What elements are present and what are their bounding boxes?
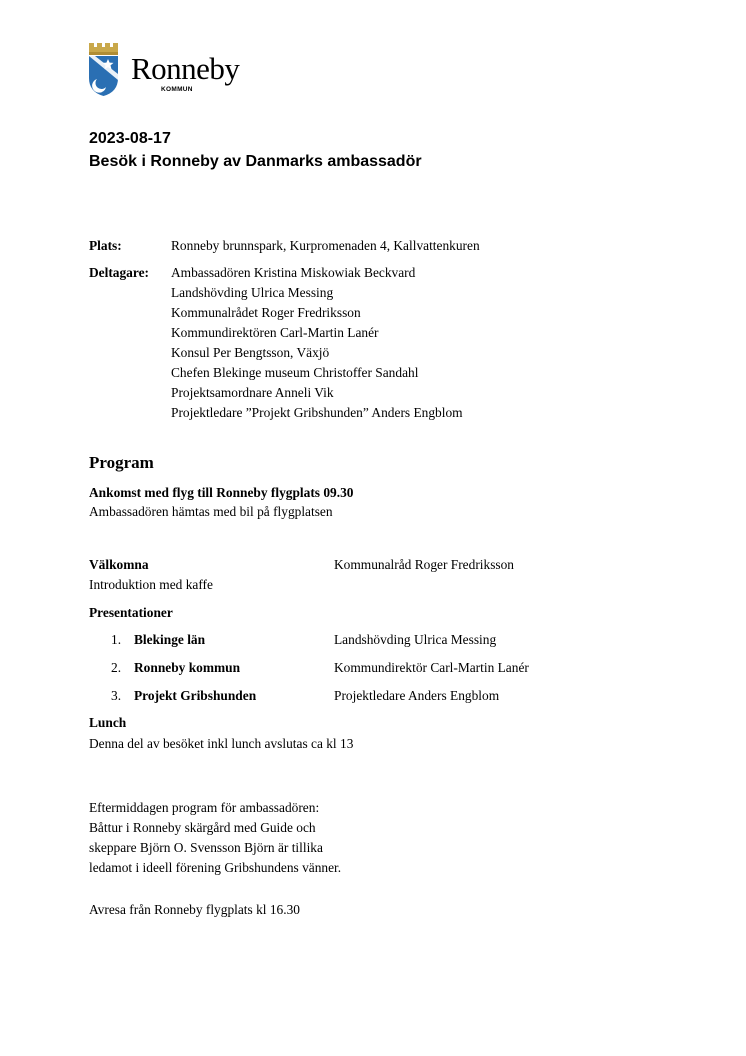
presentation-speaker: Landshövding Ulrica Messing	[334, 632, 497, 647]
participant-item: Landshövding Ulrica Messing	[171, 285, 334, 300]
participant-item: Kommunalrådet Roger Fredriksson	[171, 305, 361, 320]
document-date: 2023-08-17	[89, 130, 171, 147]
afternoon-line: Båttur i Ronneby skärgård med Guide och	[89, 820, 316, 835]
participant-item: Projektledare ”Projekt Gribshunden” Anders Engblom	[171, 405, 463, 420]
ronneby-logo	[88, 43, 248, 99]
participant-item: Chefen Blekinge museum Christoffer Sandahl	[171, 365, 419, 380]
participant-item: Projektsamordnare Anneli Vik	[171, 385, 334, 400]
afternoon-line: Eftermiddagen program för ambassadören:	[89, 800, 320, 815]
presentation-number: 1.	[111, 632, 122, 647]
afternoon-line: ledamot i ideell förening Gribshundens vänner.	[89, 860, 342, 875]
logo-wordmark: Ronneby	[131, 51, 240, 86]
welcome-speaker: Kommunalråd Roger Fredriksson	[334, 557, 515, 572]
presentation-title: Ronneby kommun	[134, 660, 241, 675]
lunch-text: Denna del av besöket inkl lunch avslutas ca kl 13	[89, 736, 354, 751]
arrival-title: Ankomst med flyg till Ronneby flygplats 09.30	[89, 485, 354, 500]
presentation-title: Projekt Gribshunden	[134, 688, 257, 703]
logo-subtitle: KOMMUN	[161, 86, 193, 93]
coat-of-arms-icon	[88, 43, 124, 97]
presentation-speaker: Kommundirektör Carl-Martin Lanér	[334, 660, 529, 675]
participant-item: Kommundirektören Carl-Martin Lanér	[171, 325, 379, 340]
presentation-number: 3.	[111, 688, 122, 703]
document-title: Besök i Ronneby av Danmarks ambassadör	[89, 153, 422, 170]
presentation-speaker: Projektledare Anders Engblom	[334, 688, 500, 703]
presentation-title: Blekinge län	[134, 632, 206, 647]
welcome-text: Introduktion med kaffe	[89, 577, 213, 592]
participants-label: Deltagare:	[89, 265, 149, 280]
location-value: Ronneby brunnspark, Kurpromenaden 4, Kallvattenkuren	[171, 238, 480, 253]
departure-text: Avresa från Ronneby flygplats kl 16.30	[89, 902, 300, 917]
arrival-text: Ambassadören hämtas med bil på flygplatsen	[89, 504, 333, 519]
participant-item: Konsul Per Bengtsson, Växjö	[171, 345, 330, 360]
location-label: Plats:	[89, 238, 122, 253]
program-heading: Program	[89, 453, 154, 472]
welcome-title: Välkomna	[89, 557, 149, 572]
presentations-title: Presentationer	[89, 605, 173, 620]
presentation-number: 2.	[111, 660, 122, 675]
lunch-title: Lunch	[89, 715, 127, 730]
afternoon-line: skeppare Björn O. Svensson Björn är tillika	[89, 840, 323, 855]
participant-item: Ambassadören Kristina Miskowiak Beckvard	[171, 265, 416, 280]
